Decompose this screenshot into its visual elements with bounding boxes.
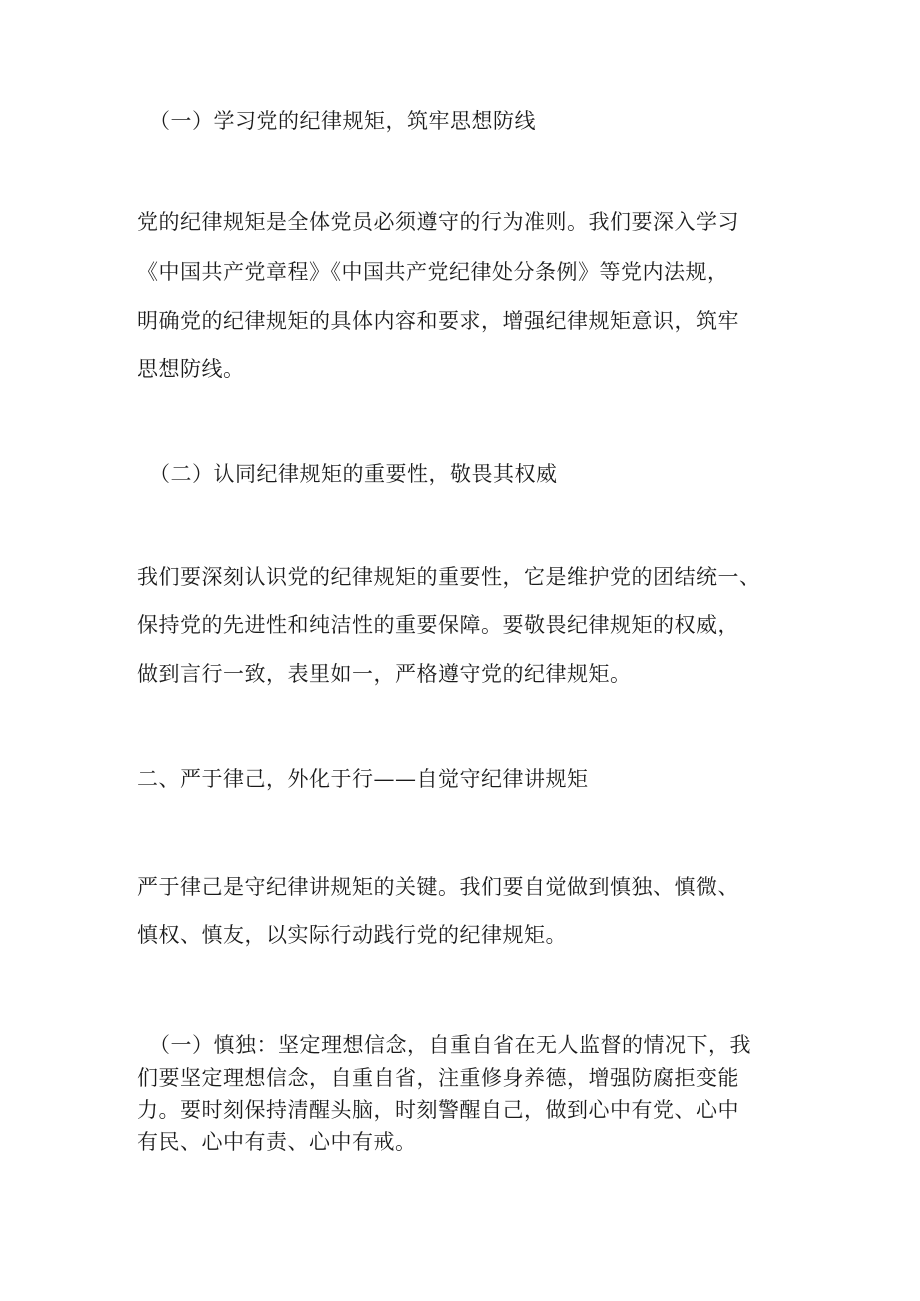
section-heading-3: 二、严于律己，外化于行——自觉守纪律讲规矩 <box>137 767 589 791</box>
paragraph-line: 思想防线。 <box>137 357 245 381</box>
paragraph-line: （一）慎独：坚定理想信念，自重自省在无人监督的情况下，我 <box>149 1033 751 1057</box>
section-heading-2: （二）认同纪律规矩的重要性，敬畏其权威 <box>149 462 558 486</box>
paragraph-line: 严于律己是守纪律讲规矩的关键。我们要自觉做到慎独、慎微、 <box>137 875 739 899</box>
paragraph-line: 力。要时刻保持清醒头脑，时刻警醒自己，做到心中有党、心中 <box>137 1098 739 1122</box>
paragraph-line: 我们要深刻认识党的纪律规矩的重要性，它是维护党的团结统一、 <box>137 565 761 589</box>
paragraph-line: 做到言行一致，表里如一，严格遵守党的纪律规矩。 <box>137 662 632 686</box>
paragraph-line: 们要坚定理想信念，自重自省，注重修身养德，增强防腐拒变能 <box>137 1066 739 1090</box>
paragraph-line: 《中国共产党章程》《中国共产党纪律处分条例》等党内法规， <box>137 260 729 284</box>
paragraph-line: 党的纪律规矩是全体党员必须遵守的行为准则。我们要深入学习 <box>137 210 739 234</box>
paragraph-line: 明确党的纪律规矩的具体内容和要求，增强纪律规矩意识，筑牢 <box>137 309 739 333</box>
section-heading-1: （一）学习党的纪律规矩，筑牢思想防线 <box>149 109 536 133</box>
paragraph-line: 保持党的先进性和纯洁性的重要保障。要敬畏纪律规矩的权威， <box>137 613 739 637</box>
paragraph-line: 慎权、慎友，以实际行动践行党的纪律规矩。 <box>137 923 567 947</box>
paragraph-line: 有民、心中有责、心中有戒。 <box>137 1130 417 1154</box>
